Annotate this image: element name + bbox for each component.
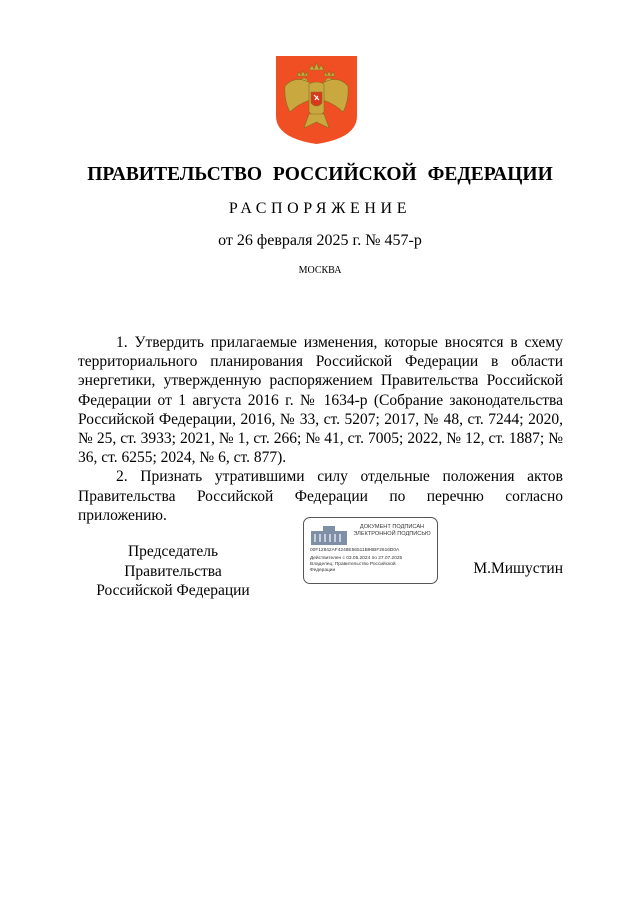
document-body bbox=[78, 333, 563, 525]
coat-of-arms-icon bbox=[276, 56, 357, 144]
document-city: МОСКВА bbox=[298, 265, 342, 276]
signatory-position bbox=[78, 542, 268, 601]
paragraph: 1. Утвердить прилагаемые изменения, которые вносятся в схему территориального планирования Российской Федерации в области энергетики, утвержденную распоряжением Правительства Российской Федерации от 1 августа 2016 г. № 1634-р (Собрание законодательства Российской Федерации, 2016, № 33, ст. 5207; 2017, № 48, ст. 7244; 2020, № 25, ст. 3933; 2021, № 1, ст. 266; № 41, ст. 7005; 2022, № 12, ст. 1887; № 36, ст. 6255; 2024, № 6, ст. 877). bbox=[78, 334, 563, 467]
signatory-position-line: Российской Федерации bbox=[96, 582, 250, 599]
stamp-serial: 00F12842AF4248E56511B96BF2616D0A bbox=[310, 548, 400, 553]
government-title: ПРАВИТЕЛЬСТВО РОССИЙСКОЙ ФЕДЕРАЦИИ bbox=[87, 164, 553, 185]
stamp-validity: Действителен с 03.05.2024 по 27.07.2025 bbox=[310, 556, 403, 561]
signatory-name: М.Мишустин bbox=[473, 560, 563, 577]
paragraph: 2. Признать утратившими силу отдельные положения актов Правительства Российской Федерации по перечню согласно приложению. bbox=[78, 468, 563, 524]
stamp-owner: Владелец: Правительство Российской bbox=[310, 562, 396, 567]
document-type: РАСПОРЯЖЕНИЕ bbox=[228, 200, 412, 217]
stamp-owner-cont: Федерации bbox=[310, 568, 336, 573]
signatory-position-line: Председатель Правительства bbox=[124, 543, 222, 580]
stamp-title: ДОКУМЕНТ ПОДПИСАН ЭЛЕКТРОННОЙ ПОДПИСЬЮ bbox=[353, 524, 431, 537]
document-date-number: от 26 февраля 2025 г. № 457-р bbox=[218, 232, 422, 249]
electronic-signature-stamp bbox=[303, 517, 438, 584]
government-building-icon bbox=[309, 523, 349, 547]
